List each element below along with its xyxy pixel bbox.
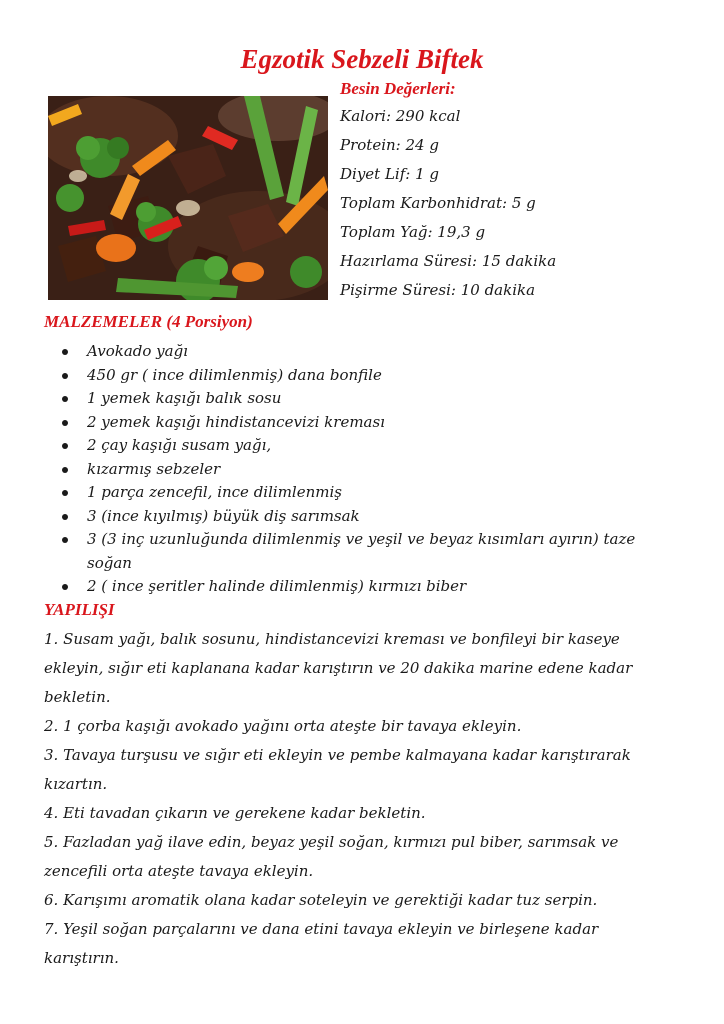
stir-fry-illustration xyxy=(48,96,328,300)
list-item xyxy=(62,481,662,505)
ingredients-list xyxy=(62,340,662,599)
method-heading: YAPILIŞI xyxy=(44,600,115,619)
ingredient-text: 3 (3 inç uzunluğunda dilimlenmiş ve yeşil ve beyaz kısımları ayırın) taze soğan xyxy=(87,530,636,572)
ingredient-text: 3 (ince kıyılmış) büyük diş sarımsak xyxy=(87,506,360,525)
step-item: 1. Susam yağı, balık sosunu, hindistancevizi kreması ve bonfileyi bir kaseye ekleyin, sığır eti kaplanana kadar karıştırın ve 20 dakika marine edene kadar bekletin. xyxy=(44,630,633,706)
list-item xyxy=(62,575,662,599)
step-item: 7. Yeşil soğan parçalarını ve dana etini tavaya ekleyin ve birleşene kadar karıştırın. xyxy=(44,920,599,967)
nutrition-list xyxy=(340,78,710,305)
method-steps xyxy=(44,625,664,973)
nutrition-carbs: Toplam Karbonhidrat: 5 g xyxy=(340,194,536,212)
ingredient-text: 2 çay kaşığı susam yağı, xyxy=(87,436,272,454)
ingredient-text: Avokado yağı xyxy=(87,342,188,360)
nutrition-fat: Toplam Yağ: 19,3 g xyxy=(340,223,486,241)
nutrition-prep-time: Hazırlama Süresi: 15 dakika xyxy=(340,252,557,270)
list-item xyxy=(62,411,662,435)
list-item xyxy=(62,387,662,411)
list-item xyxy=(62,458,662,482)
ingredients-heading: MALZEMELER (4 Porsiyon) xyxy=(44,312,253,331)
step-item: 5. Fazladan yağ ilave edin, beyaz yeşil soğan, kırmızı pul biber, sarımsak ve zencefili orta ateşte tavaya ekleyin. xyxy=(44,833,619,880)
nutrition-heading: Besin Değerleri: xyxy=(340,79,456,98)
ingredient-text: kızarmış sebzeler xyxy=(87,459,221,478)
ingredient-text: 1 parça zencefil, ince dilimlenmiş xyxy=(87,483,342,501)
nutrition-cook-time: Pişirme Süresi: 10 dakika xyxy=(340,281,536,299)
ingredient-text: 2 ( ince şeritler halinde dilimlenmiş) kırmızı biber xyxy=(87,577,467,595)
ingredient-text: 1 yemek kaşığı balık sosu xyxy=(87,389,282,407)
step-item: 2. 1 çorba kaşığı avokado yağını orta ateşte bir tavaya ekleyin. xyxy=(44,717,522,735)
step-item: 6. Karışımı aromatik olana kadar soteleyin ve gerektiği kadar tuz serpin. xyxy=(44,891,598,909)
nutrition-fiber: Diyet Lif: 1 g xyxy=(340,165,440,183)
bullet-icon xyxy=(62,514,68,520)
list-item xyxy=(62,505,662,529)
bullet-icon xyxy=(62,349,68,355)
list-item xyxy=(62,528,662,575)
step-item: 4. Eti tavadan çıkarın ve gerekene kadar bekletin. xyxy=(44,804,426,822)
list-item xyxy=(62,364,662,388)
bullet-icon xyxy=(62,396,68,402)
nutrition-protein: Protein: 24 g xyxy=(340,136,439,154)
list-item xyxy=(62,434,662,458)
recipe-title: Egzotik Sebzeli Biftek xyxy=(240,44,484,74)
ingredient-text: 2 yemek kaşığı hindistancevizi kreması xyxy=(87,412,385,431)
bullet-icon xyxy=(62,537,68,543)
list-item xyxy=(62,340,662,364)
bullet-icon xyxy=(62,443,68,449)
bullet-icon xyxy=(62,490,68,496)
bullet-icon xyxy=(62,467,68,473)
ingredient-text: 450 gr ( ince dilimlenmiş) dana bonfile xyxy=(87,365,382,384)
bullet-icon xyxy=(62,420,68,426)
food-photo xyxy=(48,96,328,300)
step-item: 3. Tavaya turşusu ve sığır eti ekleyin ve pembe kalmayana kadar karıştırarak kızartın. xyxy=(44,746,631,793)
bullet-icon xyxy=(62,373,68,379)
bullet-icon xyxy=(62,584,68,590)
nutrition-calories: Kalori: 290 kcal xyxy=(340,107,461,125)
